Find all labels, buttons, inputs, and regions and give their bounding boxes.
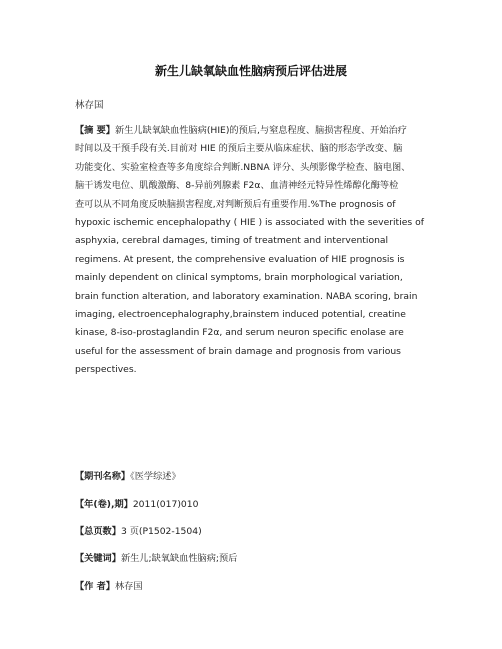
abstract-line: brain function alteration, and laboratory examination. NABA scoring, brain: [75, 290, 418, 302]
abstract-line: 时间以及干预手段有关.目前对 HIE 的预后主要从临床症状、脑的形态学改变、脑: [75, 143, 403, 155]
abstract-text: 新生儿缺氧缺血性脑病(HIE)的预后,与窒息程度、脑损害程度、开始治疗: [114, 125, 407, 136]
abstract-line: mainly dependent on clinical symptoms, brain morphological variation,: [75, 272, 403, 284]
pages-row: [75, 523, 202, 537]
abstract-line: regimens. At present, the comprehensive evaluation of HIE prognosis is: [75, 253, 405, 265]
abstract-line: imaging, electroencephalography,brainstem induced potential, creatine: [75, 308, 406, 320]
author-row: [75, 578, 143, 592]
abstract-label: 【摘 要】: [75, 125, 115, 136]
abstract: [75, 122, 435, 379]
abstract-line: perspectives.: [75, 364, 137, 376]
pages-value: 3 页(P1502-1504): [120, 526, 202, 537]
journal-value: 《医学综述》: [130, 471, 181, 482]
year-label: 【年(卷),期】: [75, 499, 133, 510]
abstract-line: kinase, 8-iso-prostaglandin F2α, and serum neuron specific enolase are: [75, 327, 404, 339]
journal-row: [75, 468, 181, 482]
abstract-line: useful for the assessment of brain damage and prognosis from various: [75, 345, 401, 357]
abstract-line: 功能变化、实验室检查等多角度综合判断.NBNA 评分、头颅影像学检查、脑电图、: [75, 161, 411, 173]
journal-label: 【期刊名称】: [75, 471, 131, 482]
year-value: 2011(017)010: [132, 499, 199, 510]
abstract-line: 脑干诱发电位、肌酸激酶、8-异前列腺素 F2α、血清神经元特异性烯醇化酶等检: [75, 180, 399, 192]
keywords-value: 新生儿;缺氧缺血性脑病;预后: [120, 553, 238, 564]
keywords-label: 【关键词】: [75, 553, 121, 564]
year-row: [75, 496, 198, 510]
pages-label: 【总页数】: [75, 526, 121, 537]
abstract-line: hypoxic ischemic encephalopathy ( HIE ) is associated with the severities of: [75, 216, 424, 228]
author-label: 【作 者】: [75, 581, 115, 592]
abstract-line: [75, 122, 435, 140]
author-line: 林存国: [75, 100, 104, 111]
abstract-line: 查可以从不同角度反映脑损害程度,对判断预后有重要作用.%The prognosis of: [75, 198, 396, 210]
keywords-row: [75, 550, 237, 564]
document-title: 新生儿缺氧缺血性脑病预后评估进展: [154, 64, 347, 78]
author-value: 林存国: [114, 581, 143, 592]
abstract-line: asphyxia, cerebral damages, timing of treatment and interventional: [75, 235, 389, 247]
